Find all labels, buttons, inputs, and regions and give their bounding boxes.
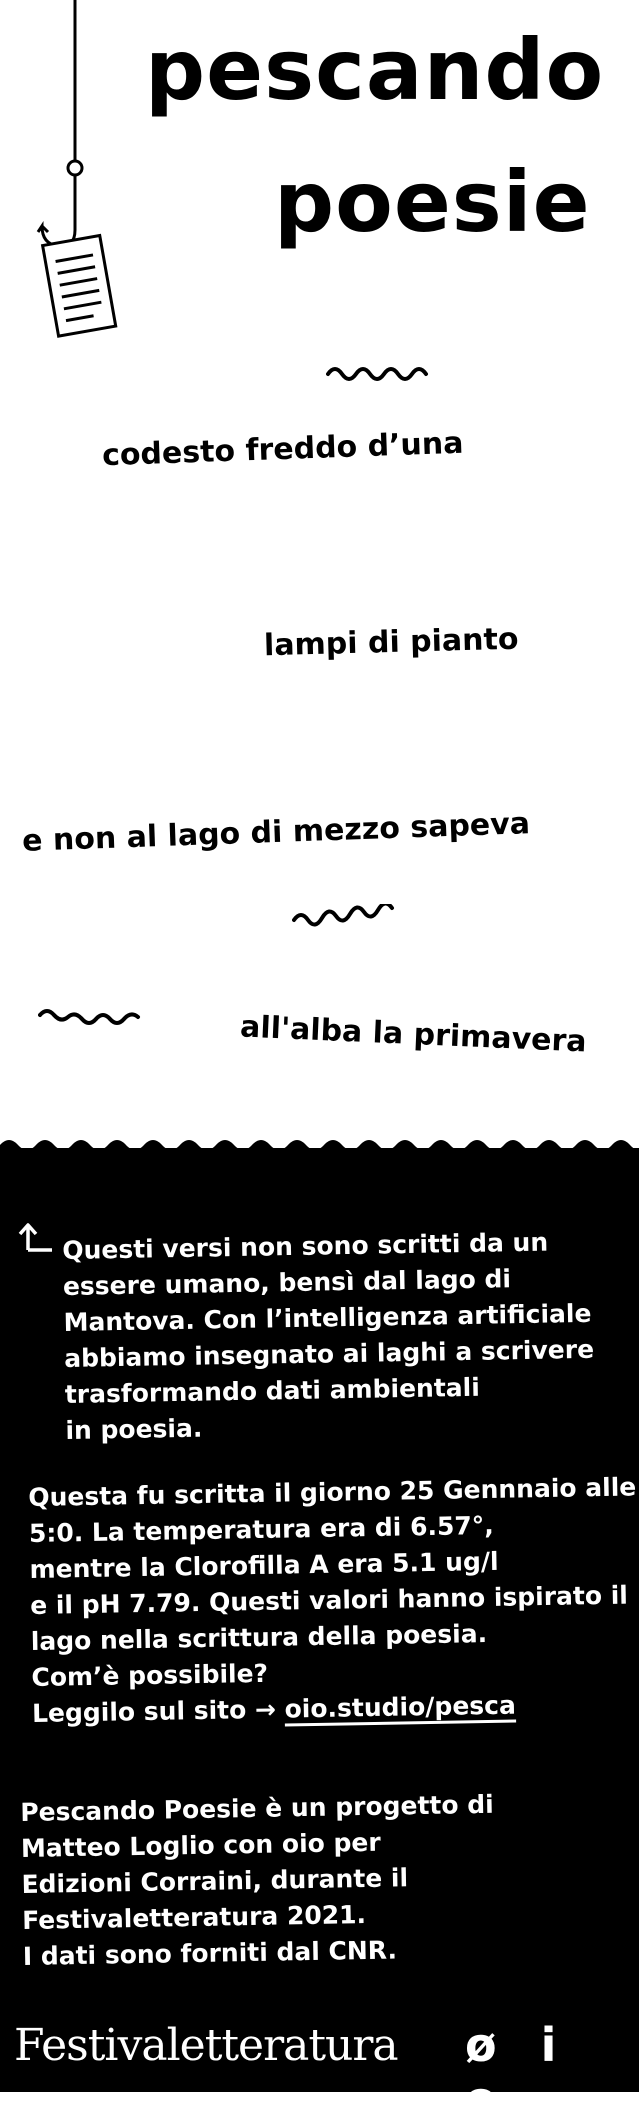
link-prefix: Leggilo sul sito → (31, 1694, 285, 1728)
data-line: mentre la Clorofilla A era 5.1 ug/l (29, 1546, 499, 1584)
intro-line: abbiamo insegnato ai laghi a scrivere (63, 1334, 595, 1373)
squiggle-decoration (326, 362, 432, 388)
intro-line: Questi versi non sono scritti da un (62, 1227, 549, 1265)
festivaletteratura-logo: Festivaletteratura (14, 2020, 398, 2071)
intro-line: Mantova. Con l’intelligenza artificiale (63, 1298, 592, 1337)
data-line: e il pH 7.79. Questi valori hanno ispirato il (29, 1580, 629, 1620)
oio-logo: ø i o (465, 2018, 571, 2126)
intro-line: essere umano, bensì dal lago di (62, 1264, 512, 1301)
credits-line: Festivaletteratura 2021. (21, 1899, 367, 1935)
poem-line: lampi di pianto (263, 621, 519, 664)
poem-line: codesto freddo d’una (101, 425, 465, 474)
return-arrow-icon (18, 1220, 54, 1254)
data-line: 5:0. La temperatura era di 6.57°, (28, 1510, 494, 1548)
data-line: Com’è possibile? (31, 1658, 269, 1692)
credits-line: I dati sono forniti dal CNR. (22, 1935, 398, 1971)
data-line: Questa fu scritta il giorno 25 Gennnaio alle (28, 1472, 637, 1512)
credits-line: Matteo Loglio con oio per (20, 1827, 381, 1863)
site-link[interactable]: oio.studio/pesca (284, 1690, 517, 1724)
data-line: lago nella scrittura della poesia. (30, 1619, 488, 1656)
poem-line: e non al lago di mezzo sapeva (21, 806, 531, 859)
intro-line: in poesia. (65, 1413, 203, 1445)
page-title-line-2: poesie (274, 153, 591, 251)
credits-line: Pescando Poesie è un progetto di (20, 1789, 494, 1827)
squiggle-decoration (38, 1005, 144, 1031)
wave-divider (0, 1135, 639, 1159)
intro-paragraph (62, 1224, 596, 1449)
data-paragraph (28, 1469, 639, 1732)
poem-line: all'alba la primavera (239, 1009, 588, 1060)
page-title-line-1: pescando (145, 21, 605, 119)
credits-line: Edizioni Corraini, durante il (21, 1863, 409, 1899)
credits-paragraph (20, 1787, 497, 1975)
intro-line: trasformando dati ambientali (64, 1372, 481, 1409)
squiggle-decoration (292, 904, 398, 930)
fishing-hook-paper-icon (28, 0, 128, 345)
